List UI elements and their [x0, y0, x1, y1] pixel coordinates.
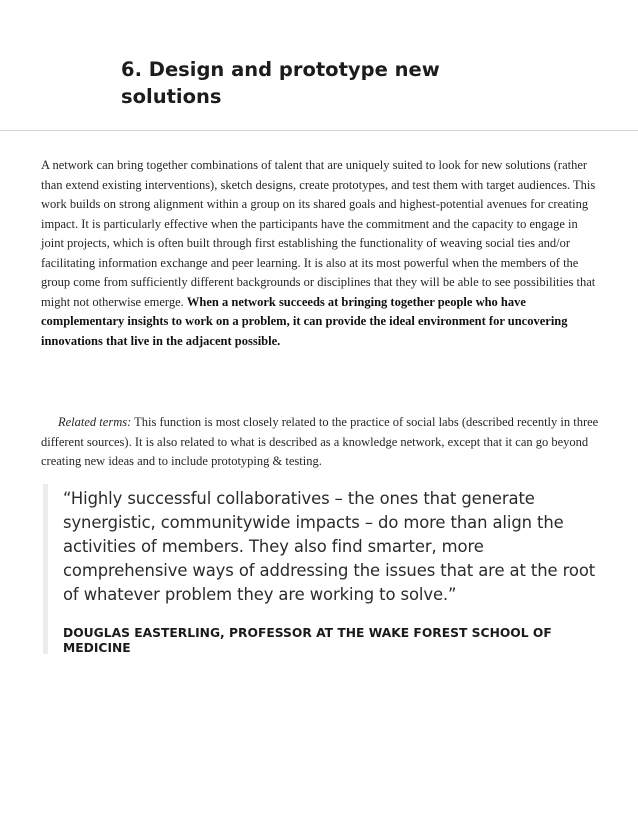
related-terms-paragraph: [41, 413, 601, 472]
quote-bar: [43, 484, 48, 654]
section-heading: 6. Design and prototype new solutions: [121, 58, 440, 108]
quote-attribution: DOUGLAS EASTERLING, PROFESSOR AT THE WAKE FOREST SCHOOL OF MEDICINE: [63, 626, 552, 655]
related-terms-text: This function is most closely related to the practice of social labs (described recently in three different sources). It is also related to what is described as a knowledge network, except that it can go beyond creating new ideas and to include prototyping & testing.: [41, 415, 599, 468]
body-emphasis: When a network succeeds at bringing together people who have complementary insights to work on a problem, it can provide the ideal environment for uncovering innovations that live in the adjacent possible.: [41, 294, 568, 348]
body-text: A network can bring together combinations of talent that are uniquely suited to look for new solutions (rather than extend existing interventions), sketch designs, create prototypes, and test them with target audiences. This work builds on strong alignment within a group on its shared goals and highest-potential avenues for creating impact. It is particularly effective when the participants have the commitment and the capacity to engage in joint projects, which is often built through first establishing the functionality of weaving social ties and/or facilitating information exchange and peer learning. It is also at its most powerful when the members of the group come from sufficiently different backgrounds or disciplines that they will be able to see possibilities that might not otherwise emerge.: [41, 158, 596, 309]
pull-quote: “Highly successful collaboratives – the ones that generate synergistic, communitywide impacts – do more than align the activities of members. They also find smarter, more comprehensive ways of addressing the issues that are at the root of whatever problem they are working to solve.”: [63, 489, 596, 604]
section-divider: [0, 130, 638, 131]
related-terms-label: Related terms:: [58, 415, 132, 429]
body-paragraph: [41, 156, 601, 351]
